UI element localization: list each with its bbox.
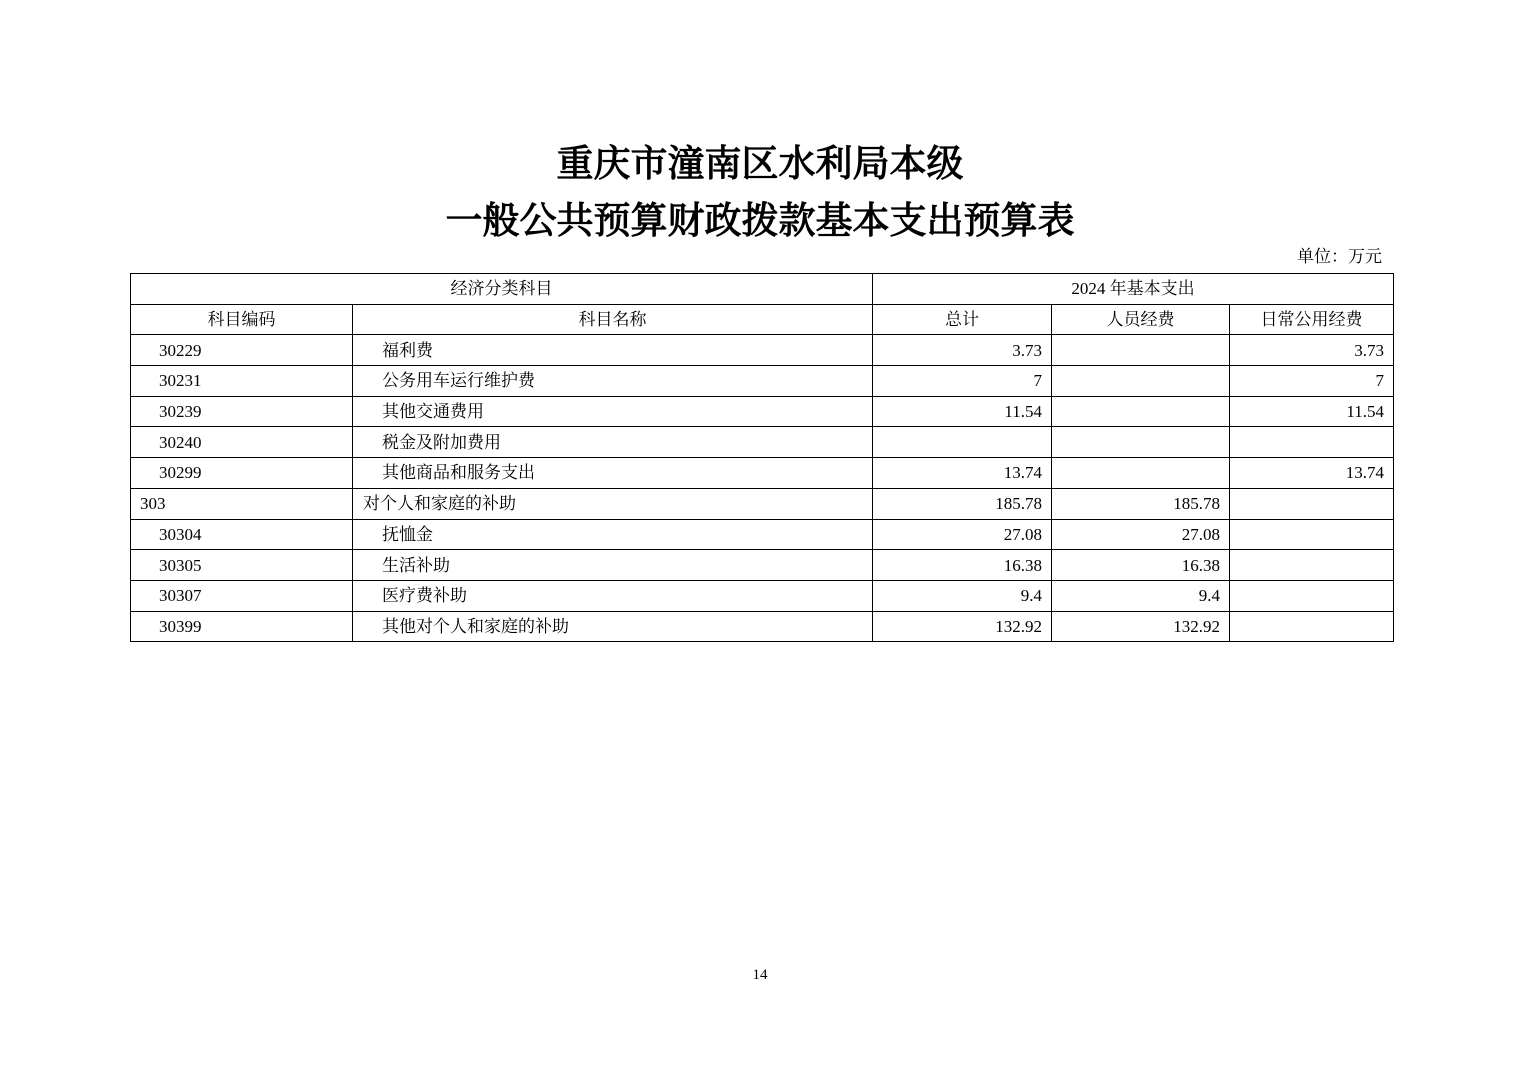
table-row xyxy=(131,519,1394,550)
table-column-header-row xyxy=(131,304,1394,335)
cell-total: 13.74 xyxy=(873,458,1052,489)
header-total: 总计 xyxy=(873,304,1052,335)
cell-code: 30231 xyxy=(131,366,353,397)
cell-name: 福利费 xyxy=(353,335,873,366)
cell-name: 医疗费补助 xyxy=(353,580,873,611)
table-row xyxy=(131,550,1394,581)
cell-personnel xyxy=(1052,458,1230,489)
cell-public xyxy=(1230,427,1394,458)
cell-personnel: 27.08 xyxy=(1052,519,1230,550)
cell-name: 其他对个人和家庭的补助 xyxy=(353,611,873,642)
cell-public: 11.54 xyxy=(1230,396,1394,427)
cell-name: 税金及附加费用 xyxy=(353,427,873,458)
cell-personnel: 132.92 xyxy=(1052,611,1230,642)
header-name: 科目名称 xyxy=(353,304,873,335)
cell-public xyxy=(1230,519,1394,550)
cell-code: 30240 xyxy=(131,427,353,458)
cell-name: 抚恤金 xyxy=(353,519,873,550)
cell-public xyxy=(1230,488,1394,519)
cell-code: 30299 xyxy=(131,458,353,489)
cell-total: 185.78 xyxy=(873,488,1052,519)
cell-personnel: 185.78 xyxy=(1052,488,1230,519)
cell-total: 9.4 xyxy=(873,580,1052,611)
table-row xyxy=(131,488,1394,519)
table-row xyxy=(131,396,1394,427)
header-code: 科目编码 xyxy=(131,304,353,335)
cell-total: 7 xyxy=(873,366,1052,397)
table-row xyxy=(131,611,1394,642)
header-personnel: 人员经费 xyxy=(1052,304,1230,335)
cell-total: 3.73 xyxy=(873,335,1052,366)
cell-personnel: 9.4 xyxy=(1052,580,1230,611)
header-economic-category: 经济分类科目 xyxy=(131,274,873,305)
cell-name: 对个人和家庭的补助 xyxy=(353,488,873,519)
cell-name: 其他商品和服务支出 xyxy=(353,458,873,489)
cell-personnel: 16.38 xyxy=(1052,550,1230,581)
cell-public: 7 xyxy=(1230,366,1394,397)
table-row xyxy=(131,580,1394,611)
page-number: 14 xyxy=(752,967,768,983)
cell-name: 公务用车运行维护费 xyxy=(353,366,873,397)
cell-total xyxy=(873,427,1052,458)
cell-personnel xyxy=(1052,396,1230,427)
budget-table xyxy=(130,273,1394,642)
header-public: 日常公用经费 xyxy=(1230,304,1394,335)
cell-personnel xyxy=(1052,335,1230,366)
cell-public xyxy=(1230,611,1394,642)
page-title: 重庆市潼南区水利局本级 xyxy=(556,141,964,185)
cell-total: 16.38 xyxy=(873,550,1052,581)
cell-code: 30229 xyxy=(131,335,353,366)
cell-total: 132.92 xyxy=(873,611,1052,642)
unit-label: 单位：万元 xyxy=(1297,247,1382,266)
cell-code: 303 xyxy=(131,488,353,519)
cell-public: 3.73 xyxy=(1230,335,1394,366)
table-group-header-row xyxy=(131,274,1394,305)
header-basic-expenditure: 2024 年基本支出 xyxy=(873,274,1394,305)
cell-code: 30239 xyxy=(131,396,353,427)
cell-code: 30304 xyxy=(131,519,353,550)
table-row xyxy=(131,335,1394,366)
cell-public xyxy=(1230,580,1394,611)
cell-total: 27.08 xyxy=(873,519,1052,550)
table-row xyxy=(131,427,1394,458)
cell-public xyxy=(1230,550,1394,581)
cell-name: 其他交通费用 xyxy=(353,396,873,427)
page-subtitle: 一般公共预算财政拨款基本支出预算表 xyxy=(445,198,1075,242)
cell-personnel xyxy=(1052,427,1230,458)
cell-code: 30307 xyxy=(131,580,353,611)
cell-name: 生活补助 xyxy=(353,550,873,581)
table-row xyxy=(131,458,1394,489)
cell-code: 30305 xyxy=(131,550,353,581)
cell-personnel xyxy=(1052,366,1230,397)
cell-total: 11.54 xyxy=(873,396,1052,427)
table-row xyxy=(131,366,1394,397)
cell-code: 30399 xyxy=(131,611,353,642)
cell-public: 13.74 xyxy=(1230,458,1394,489)
